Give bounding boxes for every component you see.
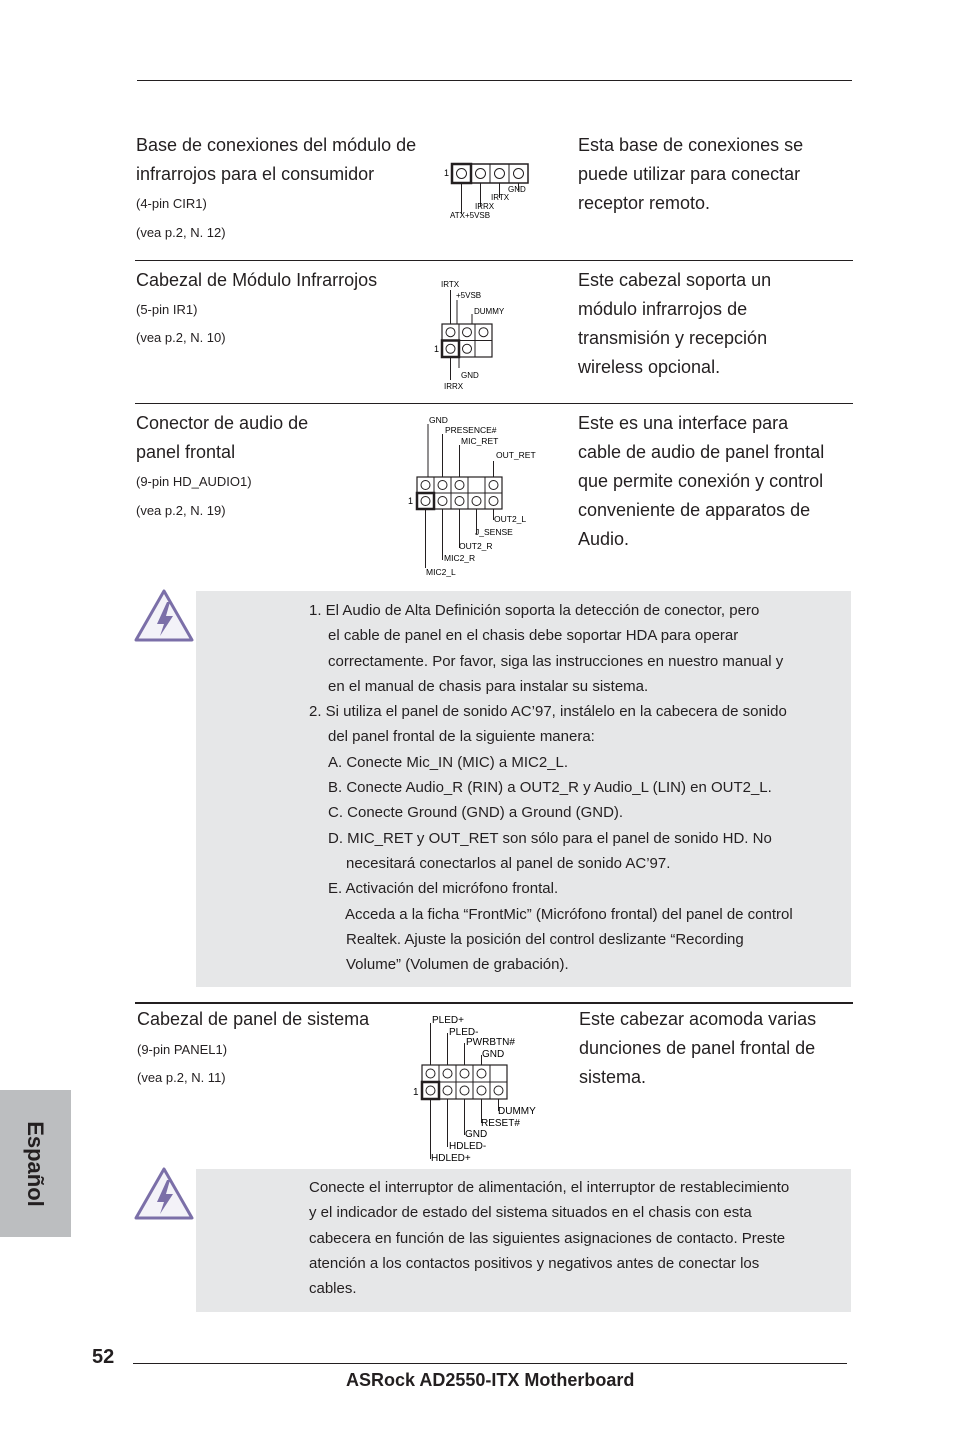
irrx-label: IRRX <box>444 382 464 391</box>
note-line: Volume” (Volumen de grabación). <box>346 956 569 974</box>
j-sense-label: J_SENSE <box>475 527 513 537</box>
title-line: Cabezal de Módulo Infrarrojos <box>136 270 378 290</box>
title-line: Conector de audio de <box>136 413 309 433</box>
mic2-l-label: MIC2_L <box>426 567 456 577</box>
title-line: Base de conexiones del módulo de <box>136 135 417 155</box>
section-cir-ref: (vea p.2, N. 12) <box>136 225 226 240</box>
warning-icon <box>133 1166 195 1227</box>
note-line: C. Conecte Ground (GND) a Ground (GND). <box>328 804 624 822</box>
irrx-label: IRRX <box>475 202 495 211</box>
title-line: panel frontal <box>136 442 236 462</box>
note-audio <box>309 598 793 977</box>
gnd-label: GND <box>461 371 479 380</box>
note-line: del panel frontal de la siguiente manera: <box>328 728 595 746</box>
section-panel-desc <box>579 1005 816 1092</box>
reset-label: RESET# <box>481 1118 520 1129</box>
section-ir-ref: (vea p.2, N. 10) <box>136 330 226 345</box>
irtx-label: IRTX <box>491 193 510 202</box>
desc-line: Esta base de conexiones se <box>578 135 804 155</box>
pled-plus-label: PLED+ <box>432 1015 464 1026</box>
note-line: D. MIC_RET y OUT_RET son sólo para el panel de sonido HD. No <box>328 829 772 847</box>
out-ret-label: OUT_RET <box>496 450 536 460</box>
note-line: necesitará conectarlos al panel de sonido AC’97. <box>346 854 671 872</box>
dummy-label: DUMMY <box>498 1106 536 1117</box>
5vsb-label: +5VSB <box>456 291 482 300</box>
section-cir-desc <box>578 131 803 218</box>
section-audio-pin: (9-pin HD_AUDIO1) <box>136 474 252 489</box>
section-audio-title <box>136 409 308 467</box>
language-side-tab <box>0 1090 71 1237</box>
section-cir-title <box>136 131 416 189</box>
section-panel-title <box>137 1005 369 1034</box>
presence-label: PRESENCE# <box>445 425 497 435</box>
desc-line: que permite conexión y control <box>578 471 824 491</box>
pin1-label: 1 <box>444 168 450 178</box>
page-number: 52 <box>92 1346 115 1368</box>
note-line: 2. Si utiliza el panel de sonido AC’97, instálelo en la cabecera de sonido <box>309 703 787 721</box>
section-audio-ref: (vea p.2, N. 19) <box>136 503 226 518</box>
warning-icon <box>133 588 195 649</box>
atx5vsb-label: ATX+5VSB <box>450 211 491 220</box>
section-panel-pin: (9-pin PANEL1) <box>137 1042 228 1057</box>
section-cir-pin: (4-pin CIR1) <box>136 196 207 211</box>
title-line: Cabezal de panel de sistema <box>137 1009 370 1029</box>
gnd-bottom-label: GND <box>465 1129 488 1140</box>
language-label: Español <box>23 1121 48 1207</box>
gnd-label: GND <box>429 415 448 425</box>
desc-line: cable de audio de panel frontal <box>578 442 825 462</box>
note-line: atención a los contactos positivos y negativos antes de conectar los <box>309 1254 760 1272</box>
note-line: correctamente. Por favor, siga las instrucciones en nuestro manual y <box>328 652 784 670</box>
pwrbtn-label: PWRBTN# <box>466 1037 515 1048</box>
desc-line: conveniente de apparatos de <box>578 500 811 520</box>
footer-rule <box>133 1363 847 1364</box>
note-line: Acceda a la ficha “FrontMic” (Micrófono frontal) del panel de control <box>345 905 793 923</box>
dummy-label: DUMMY <box>474 307 505 316</box>
desc-line: transmisión y recepción <box>578 328 768 348</box>
section-divider <box>135 403 853 404</box>
desc-line: puede utilizar para conectar <box>578 164 801 184</box>
panel-pin-diagram <box>410 1011 550 1168</box>
section-audio-desc <box>578 409 824 554</box>
note-line: A. Conecte Mic_IN (MIC) a MIC2_L. <box>328 753 569 771</box>
gnd-label: GND <box>508 185 526 194</box>
top-rule <box>137 80 852 81</box>
hdled-minus-label: HDLED- <box>449 1141 487 1152</box>
mic2-r-label: MIC2_R <box>444 553 476 563</box>
pin1-label: 1 <box>408 496 414 506</box>
pin1-label: 1 <box>434 344 440 354</box>
desc-line: dunciones de panel frontal de <box>579 1038 816 1058</box>
note-line: el cable de panel en el chasis debe soportar HDA para operar <box>328 627 739 645</box>
section-ir-desc <box>578 266 771 382</box>
desc-line: wireless opcional. <box>578 357 721 377</box>
note-line: cables. <box>309 1280 357 1298</box>
section-divider <box>135 260 853 261</box>
desc-line: sistema. <box>579 1067 647 1087</box>
note-line: en el manual de chasis para instalar su sistema. <box>328 677 649 695</box>
note-line: cabecera en función de las siguientes asignaciones de contacto. Preste <box>309 1229 786 1247</box>
note-panel <box>309 1175 789 1301</box>
note-line: B. Conecte Audio_R (RIN) a OUT2_R y Audio_L (LIN) en OUT2_L. <box>328 779 772 797</box>
note-line: Realtek. Ajuste la posición del control deslizante “Recording <box>346 930 744 948</box>
desc-line: Audio. <box>578 529 630 549</box>
note-line: Conecte el interruptor de alimentación, el interruptor de restablecimiento <box>309 1179 790 1196</box>
mic-ret-label: MIC_RET <box>461 436 499 446</box>
desc-line: Este cabezal soporta un <box>578 270 772 290</box>
note-line: 1. El Audio de Alta Definición soporta la detección de conector, pero <box>309 602 760 619</box>
hd-audio-pin-diagram <box>404 412 544 585</box>
section-ir-pin: (5-pin IR1) <box>136 302 198 317</box>
title-line: infrarrojos para el consumidor <box>136 164 375 184</box>
out2-l-label: OUT2_L <box>494 514 527 524</box>
hdled-plus-label: HDLED+ <box>431 1153 471 1163</box>
cir-pin-diagram <box>440 160 540 231</box>
desc-line: Este es una interface para <box>578 413 789 433</box>
desc-line: receptor remoto. <box>578 193 711 213</box>
section-ir-title <box>136 266 377 295</box>
desc-line: módulo infrarrojos de <box>578 299 748 319</box>
note-line: y el indicador de estado del sistema situados en el chasis con esta <box>309 1204 752 1222</box>
note-line: E. Activación del micrófono frontal. <box>328 880 559 898</box>
desc-line: Este cabezar acomoda varias <box>579 1009 817 1029</box>
section-divider <box>135 1002 853 1004</box>
pled-minus-label: PLED- <box>449 1027 479 1038</box>
footer-product-name: ASRock AD2550-ITX Motherboard <box>346 1370 635 1390</box>
out2-r-label: OUT2_R <box>459 541 493 551</box>
irtx-label: IRTX <box>441 280 460 289</box>
ir-pin-diagram <box>430 276 540 399</box>
gnd-top-label: GND <box>482 1049 505 1060</box>
pin1-label: 1 <box>413 1087 419 1098</box>
section-panel-ref: (vea p.2, N. 11) <box>137 1070 226 1085</box>
